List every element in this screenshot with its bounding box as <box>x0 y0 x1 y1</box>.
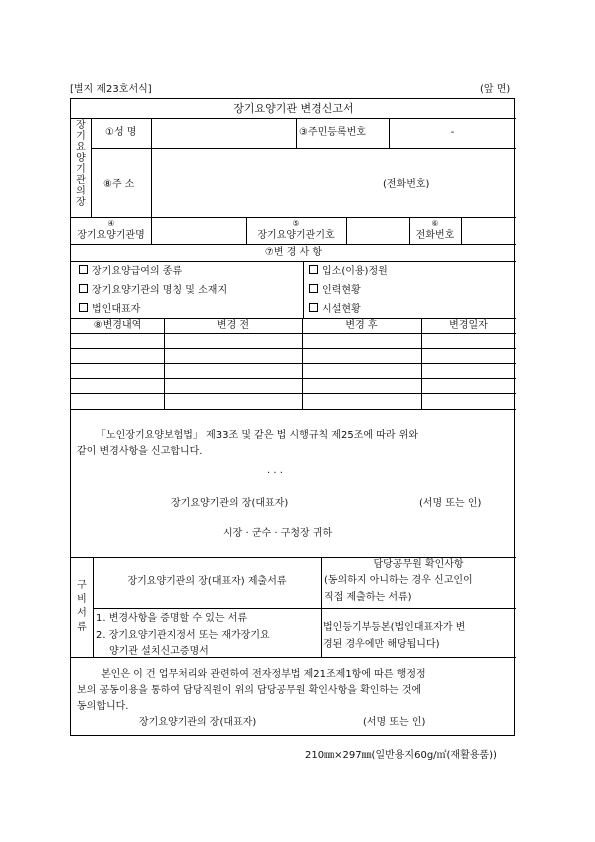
checkbox-icon[interactable] <box>309 265 318 274</box>
official-doc: 법인등기부등본(법인대표자가 변 <box>323 622 466 633</box>
after-change-header: 변경 후 <box>345 320 378 331</box>
documents-section-label: 구비서류 <box>77 580 87 633</box>
checkbox-icon[interactable] <box>79 303 88 312</box>
applicant-section-label: 장기요양기관의장 <box>76 120 86 208</box>
facility-name-label: 장기요양기관명 <box>77 230 145 241</box>
declaration-line-2: 같이 변경사항을 신고합니다. <box>77 446 203 457</box>
checkbox-facility[interactable]: 시설현황 <box>309 303 361 316</box>
page-side-label: (앞 면) <box>480 84 511 95</box>
submit-doc-1: 1. 변경사항을 증명할 수 있는 서류 <box>96 613 248 624</box>
checkbox-benefit-type[interactable]: 장기요양급여의 종류 <box>79 265 182 278</box>
form-number: [별지 제23호서식] <box>70 84 152 95</box>
consent-signer: 장기요양기관의 장(대표자) <box>139 717 257 728</box>
checkbox-icon[interactable] <box>79 284 88 293</box>
submit-docs-header: 장기요양기관의 장(대표자) 제출서류 <box>127 576 287 587</box>
date-placeholder: · · · <box>267 468 283 479</box>
rrn-value: - <box>450 127 455 138</box>
address-label: ⑧주 소 <box>103 179 135 190</box>
consent-line-1: 본인은 이 건 업무처리와 관련하여 전자정부법 제21조제1항에 따른 행정정 <box>101 669 426 680</box>
change-date-header: 변경일자 <box>449 320 488 331</box>
consent-line-2: 보의 공동이용을 통하여 담당직원이 위의 담당공무원 확인사항을 확인하는 것에 <box>77 685 422 696</box>
checkbox-name-location[interactable]: 장기요양기관의 명칭 및 소재지 <box>79 284 227 297</box>
rrn-label: ③주민등록번호 <box>299 127 366 138</box>
declaration-sign-note: (서명 또는 인) <box>419 498 482 509</box>
checkbox-capacity[interactable]: 입소(이용)정원 <box>309 265 388 278</box>
name-label: ①성 명 <box>105 127 137 138</box>
checkbox-icon[interactable] <box>309 303 318 312</box>
paper-spec-footer: 210㎜×297㎜(일반용지60g/㎡(재활용품)) <box>305 750 497 761</box>
report-form: 장기요양기관 변경신고서 장기요양기관의장 ①성 명 ③주민등록번호 - ⑧주 소 (전화번호) ④ 장기요양기관명 ⑤ 장기요양기관기호 ⑥ 전화번호 ⑦변 경 사 항 장기요양급여의 종류 장기요양기관의 명칭 및 소재지 법인대표자 입소(이용)정원 인력현황 시설현황 ⑧변경내역 변경 전 변경 후 변경일자 「노인장기요양보험법」 제33조 및 같은 법 시행규칙 제25조에 따라 위와 같이 변경사항을 신고합니다. · · · 장기요양기관의 장(대표자) (서명 또는 인) 시장 · 군수 · 구청장 귀하 구비서류 장기요양기관의 장(대표자) 제출서류 담당공무원 확인사항 (동의하지 아니하는 경우 신고인이 직접 제출하는 서류) 1. 변경사항을 증명할 수 있는 서류 2. 장기요양기관지정서 또는 재가장기요 양기관 설치신고증명서 법인등기부등본(법인대표자가 변 경된 경우에만 해당됩니다) 본인은 이 건 업무처리와 관련하여 전자정부법 제21조제1항에 따른 행정정 보의 공동이용을 통하여 담당직원이 위의 담당공무원 확인사항을 확인하는 것에 동의합니다. 장기요양기관의 장(대표자) (서명 또는 인) <box>70 98 515 736</box>
form-title: 장기요양기관 변경신고서 <box>233 102 354 115</box>
consent-sign-note: (서명 또는 인) <box>363 717 426 728</box>
change-detail-header: ⑧변경내역 <box>93 320 142 331</box>
declaration-line-1: 「노인장기요양보험법」 제33조 및 같은 법 시행규칙 제25조에 따라 위와 <box>96 430 419 441</box>
checkbox-representative[interactable]: 법인대표자 <box>79 303 140 316</box>
checkbox-icon[interactable] <box>79 265 88 274</box>
declaration-signer: 장기요양기관의 장(대표자) <box>171 498 289 509</box>
consent-line-3: 동의합니다. <box>77 701 129 712</box>
before-change-header: 변경 전 <box>216 320 250 331</box>
official-check-header: 담당공무원 확인사항 <box>373 559 464 570</box>
phone-number-label: (전화번호) <box>383 179 430 190</box>
checkbox-icon[interactable] <box>309 284 318 293</box>
submit-doc-2: 2. 장기요양기관지정서 또는 재가장기요 <box>96 630 270 641</box>
facility-phone-label: 전화번호 <box>415 230 455 241</box>
recipient: 시장 · 군수 · 구청장 귀하 <box>223 528 333 539</box>
facility-code-label: 장기요양기관기호 <box>257 230 335 241</box>
checkbox-staff[interactable]: 인력현황 <box>309 284 361 297</box>
change-items-heading: ⑦변 경 사 항 <box>264 247 323 258</box>
